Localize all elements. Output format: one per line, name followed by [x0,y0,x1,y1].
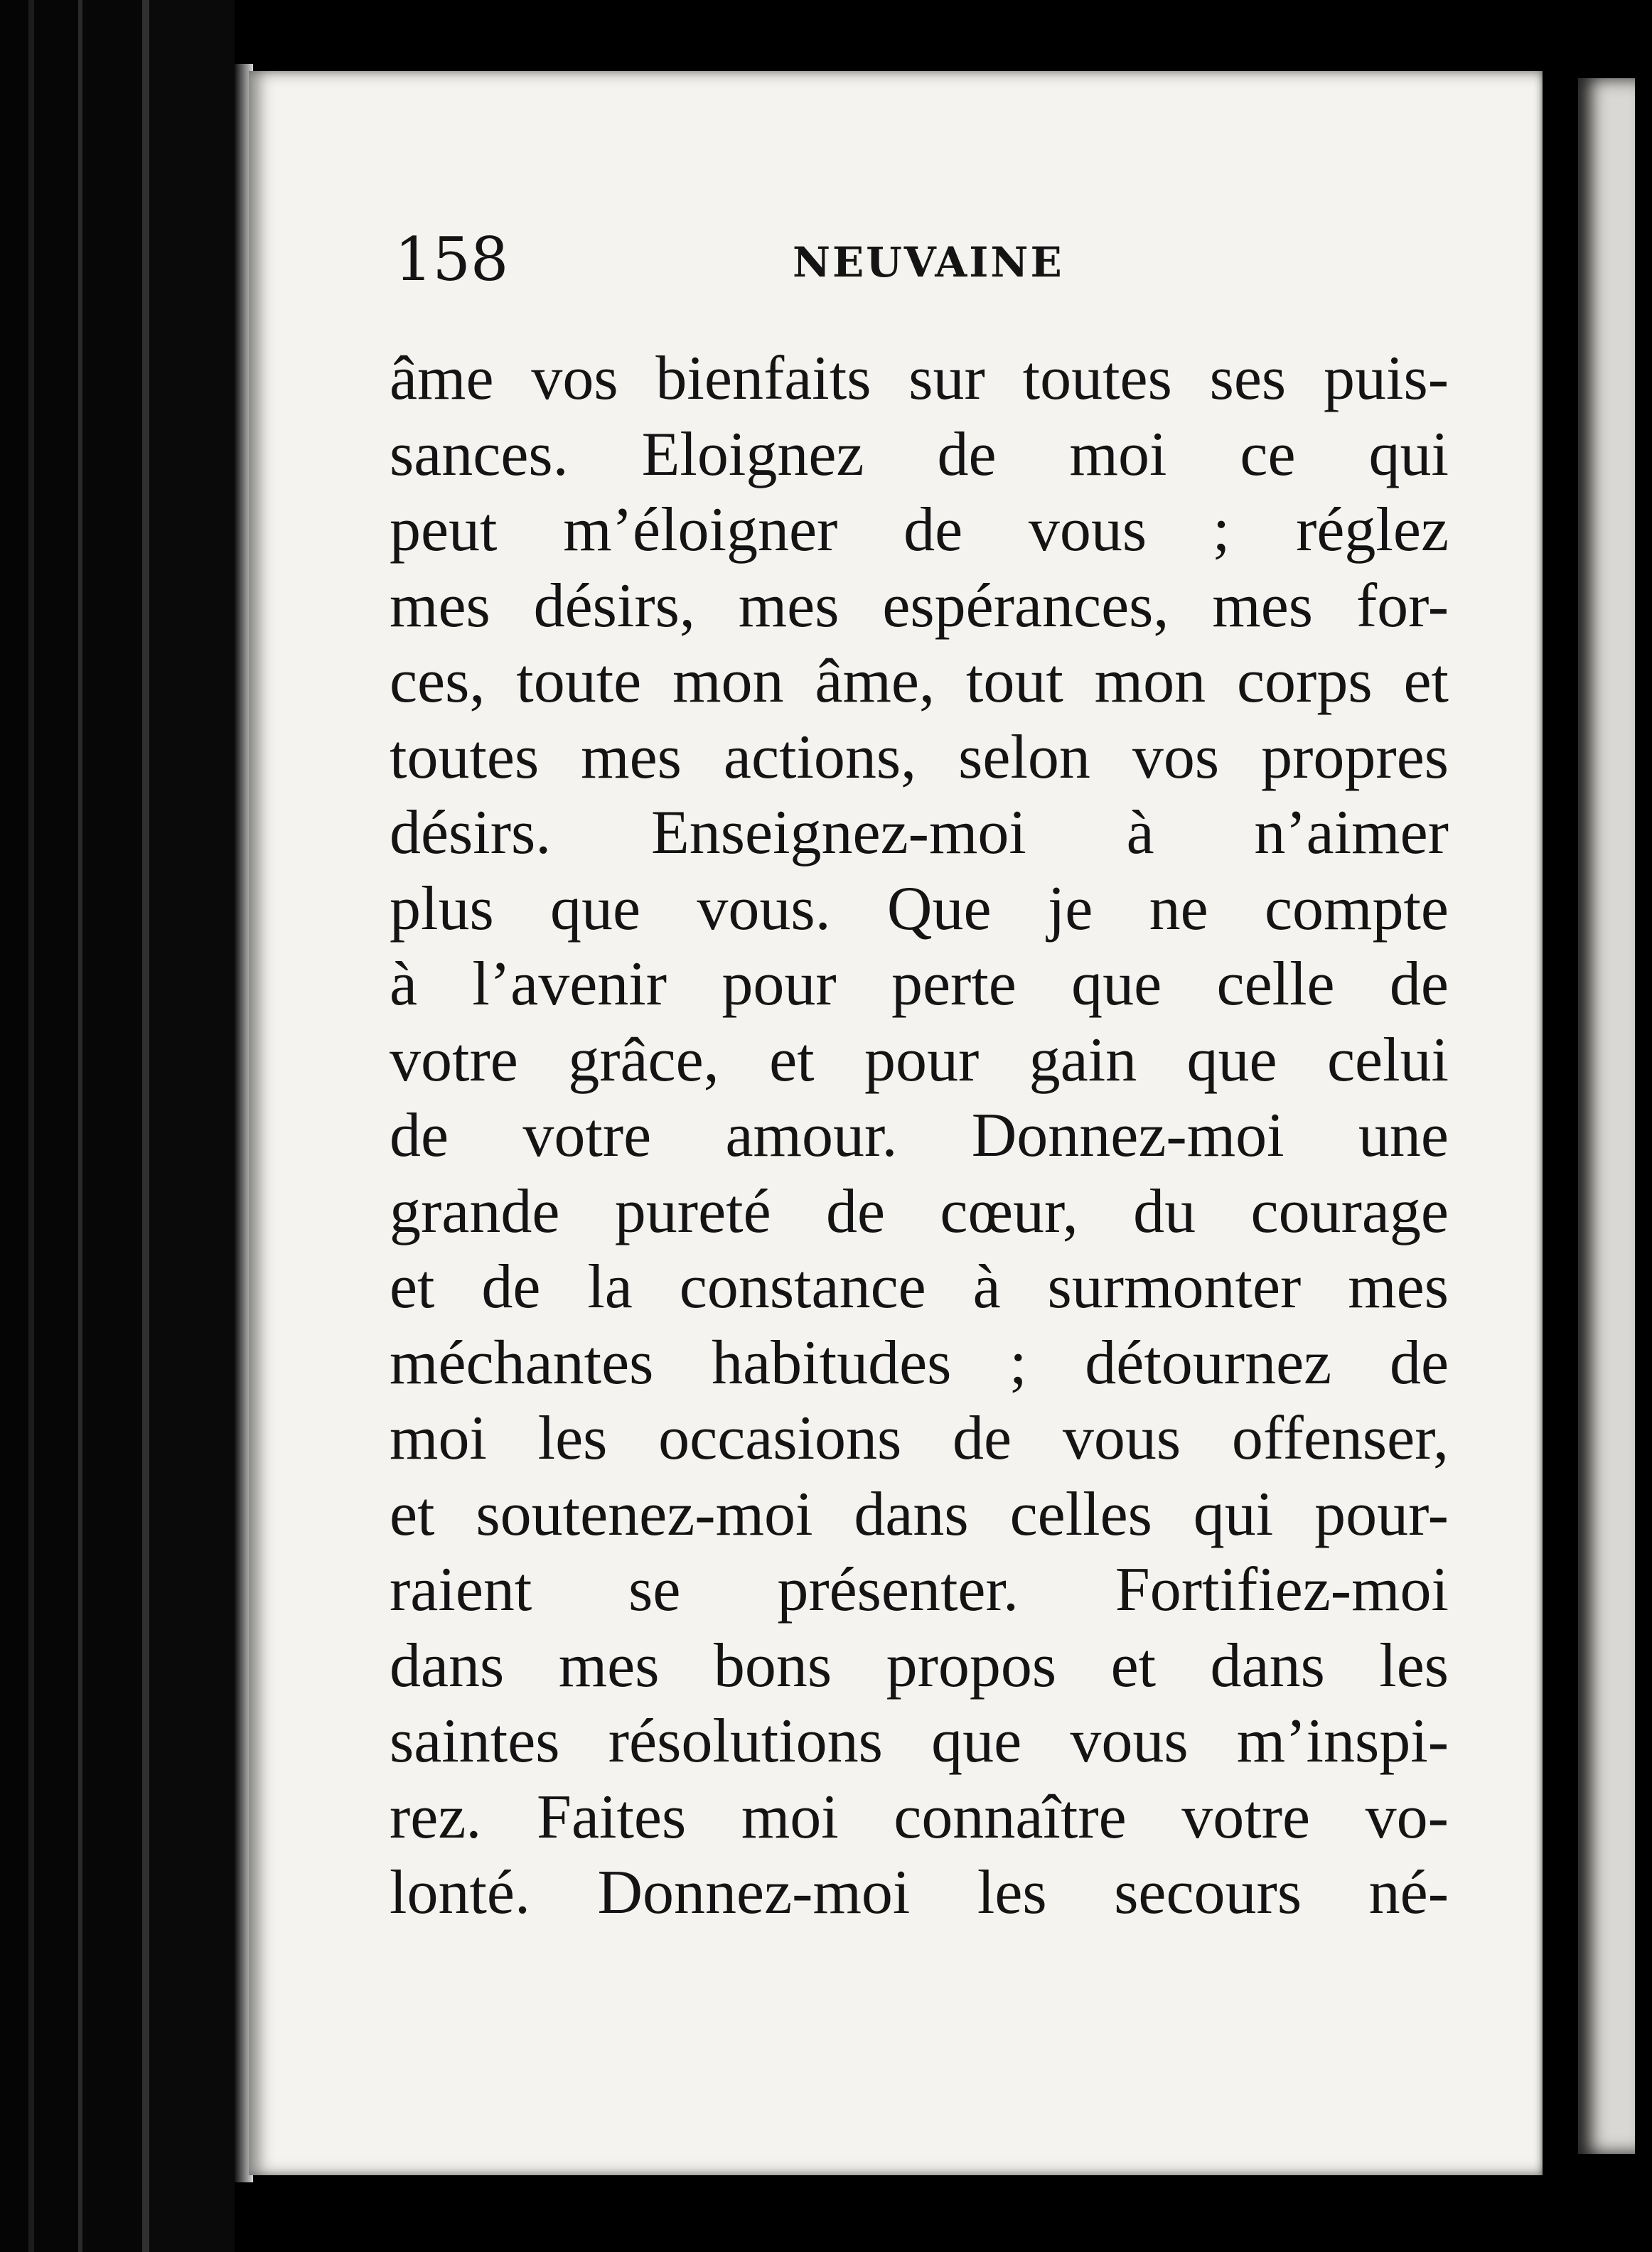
text-line: à l’avenir pour perte que celle de [390,950,1449,1019]
body-text [390,341,1449,1931]
text-line: grande pureté de cœur, du courage [390,1176,1449,1246]
text-line: désirs. Enseignez-moi à n’aimer [390,798,1449,867]
text-line: toutes mes actions, selon vos propres [390,722,1449,792]
text-line: peut m’éloigner de vous ; réglez [390,495,1449,564]
text-line: rez. Faites moi connaître votre vo- [390,1782,1449,1852]
book-binding [0,0,235,2252]
text-line: mes désirs, mes espérances, mes for- [390,571,1449,640]
text-line: et de la constance à surmonter mes [390,1253,1449,1321]
text-line: saintes résolutions que vous m’inspi- [390,1707,1449,1776]
text-line: dans mes bons propos et dans les [390,1631,1449,1700]
page-fold-shadow [1539,68,1582,2193]
text-line: plus que vous. Que je ne compte [390,874,1449,943]
text-line: moi les occasions de vous offenser, [390,1404,1449,1473]
text-line: méchantes habitudes ; détournez de [390,1328,1449,1398]
text-line: et soutenez-moi dans celles qui pour- [390,1479,1449,1549]
page-number: 158 [395,225,509,294]
text-line: raient se présenter. Fortifiez-moi [390,1555,1449,1624]
running-head [395,224,1461,302]
text-line: sances. Eloignez de moi ce qui [390,419,1449,489]
next-page-edge [1578,78,1635,2154]
page-title: NEUVAINE [793,238,1064,286]
text-line: votre grâce, et pour gain que celui [390,1025,1449,1095]
text-line: ces, toute mon âme, tout mon corps et [390,647,1449,716]
text-line: lonté. Donnez-moi les secours né- [390,1858,1449,1927]
text-line: âme vos bienfaits sur toutes ses puis- [390,344,1449,413]
text-line: de votre amour. Donnez-moi une [390,1101,1449,1170]
